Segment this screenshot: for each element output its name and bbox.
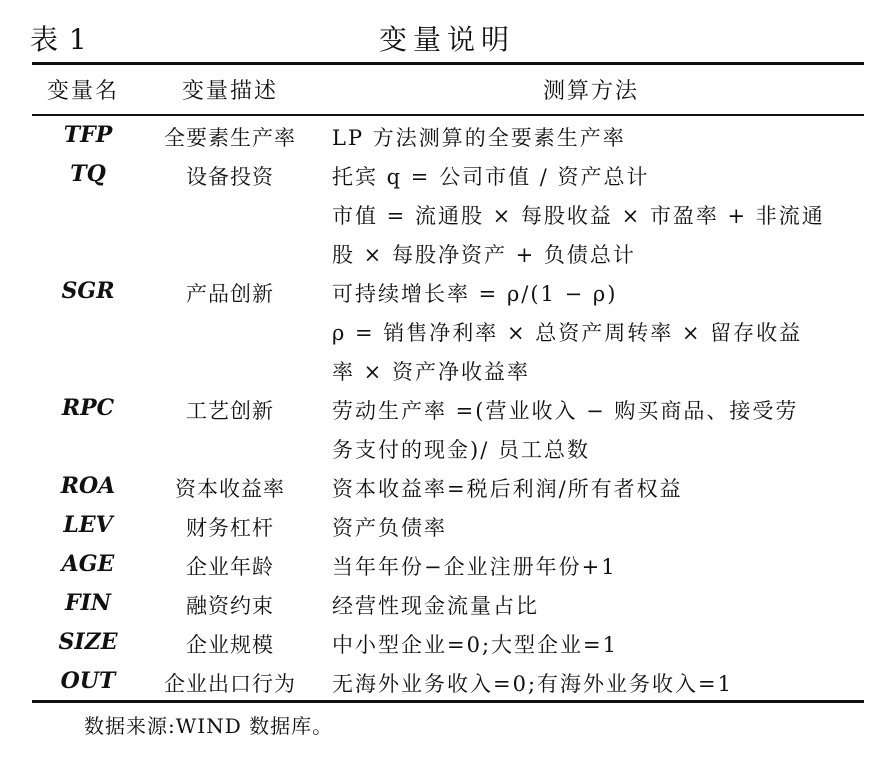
table-bottom-rule [32, 700, 864, 703]
measurement-method-cell [332, 510, 862, 549]
method-line: 当年年份−企业注册年份+1 [332, 555, 617, 579]
header-measurement-method: 测算方法 [542, 79, 639, 104]
method-line: 劳动生产率 =(营业收入 − 购买商品、接受劳 [332, 399, 799, 423]
variable-name-cell: ROA [60, 473, 116, 499]
method-line: ρ = 销售净利率 × 总资产周转率 × 留存收益 [332, 321, 803, 345]
table-row [32, 588, 864, 627]
data-source-note: 数据来源:WIND 数据库。 [84, 714, 334, 738]
variable-name-cell: FIN [64, 590, 112, 616]
table-label: 表 1 [30, 23, 88, 56]
variable-description-cell: 全要素生产率 [164, 126, 296, 150]
variable-name-cell: AGE [61, 551, 115, 577]
header-variable-description: 变量描述 [181, 79, 278, 104]
table-row [32, 393, 864, 471]
variable-description-cell: 企业年龄 [186, 555, 274, 579]
measurement-method-cell [332, 120, 862, 159]
method-line: 可持续增长率 = ρ/(1 − ρ) [332, 282, 618, 306]
variable-name-cell: TQ [70, 161, 106, 187]
variable-name-cell: OUT [60, 668, 116, 694]
method-line: LP 方法测算的全要素生产率 [332, 126, 626, 150]
variable-description-cell: 企业出口行为 [164, 672, 296, 696]
variable-description-cell: 工艺创新 [186, 399, 274, 423]
variable-name-cell: RPC [61, 395, 115, 421]
variable-name-cell: SIZE [58, 629, 118, 655]
measurement-method-cell [332, 393, 862, 471]
table-row [32, 471, 864, 510]
table-title: 变量说明 [378, 23, 515, 56]
method-line: 率 × 资产净收益率 [332, 360, 530, 384]
variable-name-cell: LEV [63, 512, 113, 538]
method-line: 经营性现金流量占比 [332, 594, 539, 618]
table-top-rule [32, 62, 864, 65]
method-line: 资产负债率 [332, 516, 447, 540]
method-line: 市值 = 流通股 × 每股收益 × 市盈率 + 非流通 [332, 204, 825, 228]
measurement-method-cell [332, 588, 862, 627]
table-body [32, 120, 864, 705]
header-variable-name: 变量名 [46, 79, 119, 104]
variable-name-cell: SGR [61, 278, 115, 304]
variable-description-cell: 财务杠杆 [186, 516, 274, 540]
method-line: 股 × 每股净资产 + 负债总计 [332, 243, 636, 267]
table-header-rule [32, 114, 864, 116]
measurement-method-cell [332, 471, 862, 510]
table-row [32, 276, 864, 393]
method-line: 资本收益率=税后利润/所有者权益 [332, 477, 683, 501]
variable-name-cell: TFP [63, 122, 113, 148]
table-row [32, 510, 864, 549]
variable-description-cell: 企业规模 [186, 633, 274, 657]
variable-description-cell: 产品创新 [186, 282, 274, 306]
table-row [32, 159, 864, 276]
variable-description-cell: 资本收益率 [175, 477, 285, 501]
table-row [32, 120, 864, 159]
method-line: 托宾 q = 公司市值 / 资产总计 [332, 165, 650, 189]
measurement-method-cell [332, 159, 862, 276]
measurement-method-cell [332, 627, 862, 666]
table-row [32, 549, 864, 588]
method-line: 务支付的现金)/ 员工总数 [332, 438, 590, 462]
method-line: 无海外业务收入=0;有海外业务收入=1 [332, 672, 733, 696]
variable-description-cell: 融资约束 [186, 594, 274, 618]
table-row [32, 627, 864, 666]
variable-description-cell: 设备投资 [186, 165, 274, 189]
method-line: 中小型企业=0;大型企业=1 [332, 633, 618, 657]
measurement-method-cell [332, 549, 862, 588]
measurement-method-cell [332, 276, 862, 393]
